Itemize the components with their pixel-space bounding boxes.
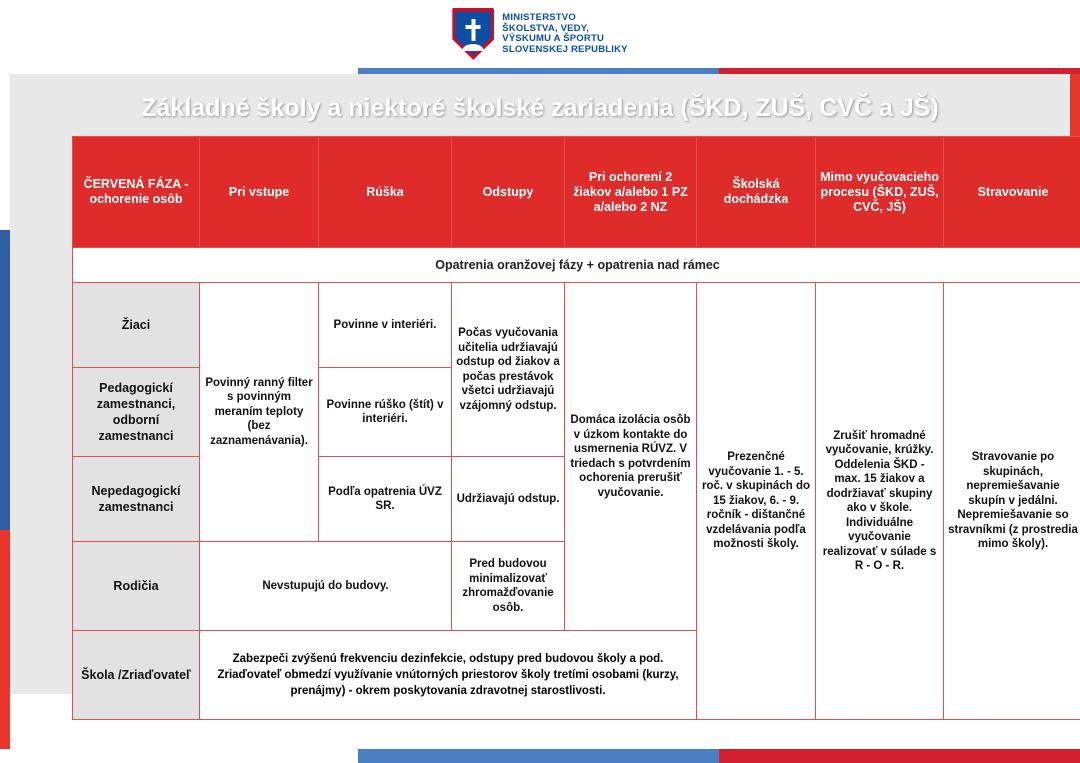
- bottom-tricolor-bar: [0, 749, 1080, 763]
- table-header-entry: Pri vstupe: [200, 137, 319, 248]
- double-cross-icon: [466, 19, 481, 41]
- slide-body: [10, 74, 1078, 697]
- cell-mimo-vyucovania: Zrušiť hromadné vyučovanie, krúžky. Oddelenia ŠKD - max. 15 žiakov a dodržiavať skupiny ako v škole. Individuálne vyučovanie realizovať v súlade s R - O - R.: [816, 283, 944, 720]
- row-label-pedagogicki: Pedagogickí zamestnanci, odborní zamestnanci: [73, 368, 200, 457]
- bottom-tricolor-white: [0, 749, 358, 763]
- table-header-phase: ČERVENÁ FÁZA - ochorenie osôb: [73, 137, 200, 248]
- ministry-name: [502, 13, 627, 55]
- slovak-coat-of-arms-icon: [452, 8, 494, 60]
- bottom-tricolor-blue: [358, 749, 719, 763]
- left-blue-stripe: [0, 230, 10, 530]
- table-header-illness: Pri ochorení 2 žiakov a/alebo 1 PZ a/alebo 2 NZ: [565, 137, 697, 248]
- row-label-skola: Škola /Zriaďovateľ: [73, 631, 200, 720]
- table-header-catering: Stravovanie: [944, 137, 1080, 248]
- ministry-line-3: VÝSKUMU A ŠPORTU: [502, 33, 605, 44]
- cell-odstupy-ziaci: Počas vyučovania učitelia udržiavajú odstup od žiakov a počas prestávok všetci udržiavajú vzájomný odstup.: [452, 283, 565, 457]
- table-header-row: [73, 137, 1080, 248]
- page-header: [0, 0, 1080, 68]
- cell-ruska-pedagogicki: Povinne rúško (štít) v interiéri.: [319, 368, 452, 457]
- left-red-stripe: [0, 530, 10, 763]
- cell-ruska-ziaci: Povinne v interiéri.: [319, 283, 452, 368]
- cell-dochadzka: Prezenčné vyučovanie 1. - 5. roč. v skupinách do 15 žiakov, 6. - 9. ročník - dištančné vzdelávania podľa možnosti školy.: [697, 283, 816, 720]
- ministry-logo: [452, 8, 627, 60]
- cell-ochorenie: Domáca izolácia osôb v úzkom kontakte do usmernenia RÚVZ. V triedach s potvrdením ochorenia prerušiť vyučovanie.: [565, 283, 697, 631]
- cell-rodicia-vstup: Nevstupujú do budovy.: [200, 542, 452, 631]
- ministry-line-2: ŠKOLSTVA, VEDY,: [502, 22, 590, 34]
- table-header-outside-teaching: Mimo vyučovacieho procesu (ŠKD, ZUŠ, CVČ, JŠ): [816, 137, 944, 248]
- cell-ruska-nepedagogicki: Podľa opatrenia ÚVZ SR.: [319, 457, 452, 542]
- table-row: [73, 283, 1080, 368]
- table-header-masks: Rúška: [319, 137, 452, 248]
- cell-rodicia-odstupy: Pred budovou minimalizovať zhromažďovanie osôb.: [452, 542, 565, 631]
- table-subheader: Opatrenia oranžovej fázy + opatrenia nad rámec: [73, 248, 1080, 283]
- row-label-rodicia: Rodičia: [73, 542, 200, 631]
- table-header-attendance: Školská dochádzka: [697, 137, 816, 248]
- cell-vstup-zamestnanci: Povinný ranný filter s povinným meraním teploty (bez zaznamenávania).: [200, 283, 319, 542]
- row-label-ziaci: Žiaci: [73, 283, 200, 368]
- cell-odstupy-nepedagogicki: Udržiavajú odstup.: [452, 457, 565, 542]
- row-label-nepedagogicki: Nepedagogickí zamestnanci: [73, 457, 200, 542]
- table-header-distance: Odstupy: [452, 137, 565, 248]
- cell-skola-zriadovatel: Zabezpeči zvýšenú frekvenciu dezinfekcie, odstupy pred budovou školy a pod. Zriaďovateľ obmedzí využívanie vnútorných priestorov školy tretími osobami (kurzy, prenájmy) - okrem poskytovania zdravotnej starostlivosti.: [200, 631, 697, 720]
- page-title: Základné školy a niektoré školské zariadenia (ŠKD, ZUŠ, CVČ a JŠ): [141, 94, 939, 122]
- bottom-tricolor-red: [719, 749, 1080, 763]
- ministry-line-4: SLOVENSKEJ REPUBLIKY: [502, 43, 628, 55]
- table-subheader-row: [73, 248, 1080, 283]
- three-hills-icon: [462, 44, 484, 51]
- ministry-line-1: MINISTERSTVO: [502, 12, 576, 23]
- cell-stravovanie: Stravovanie po skupinách, nepremiešavanie skupín v jedálni. Nepremiešavanie so stravníkmi (z prostredia mimo školy).: [944, 283, 1080, 720]
- measures-table: [72, 136, 1080, 720]
